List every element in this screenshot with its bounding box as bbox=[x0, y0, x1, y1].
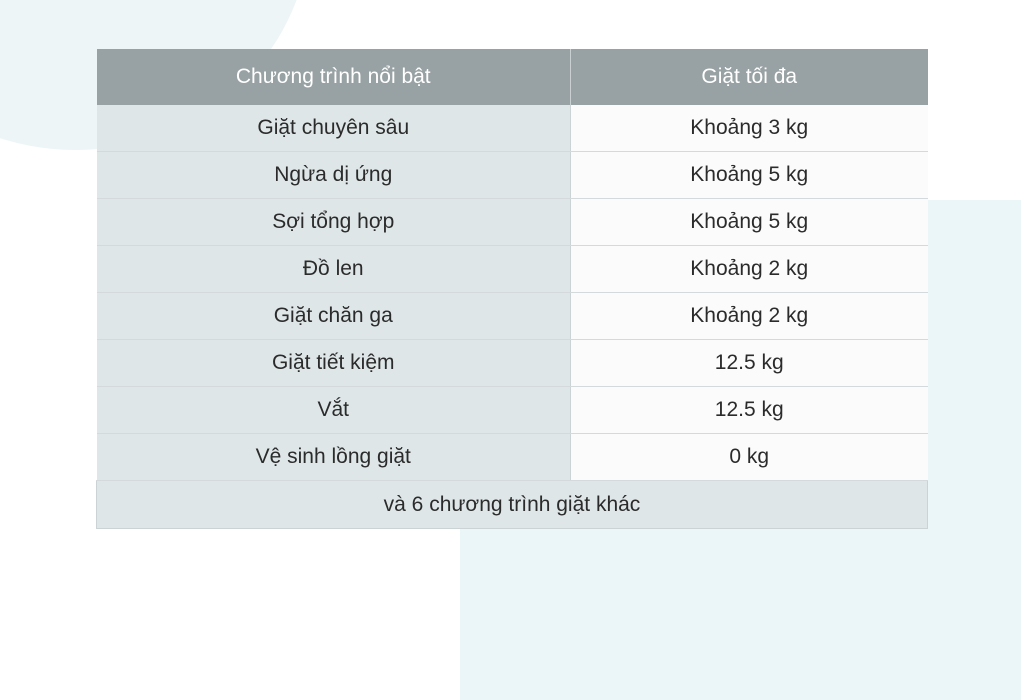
header-max-load: Giặt tối đa bbox=[571, 49, 928, 105]
program-name: Giặt tiết kiệm bbox=[97, 340, 571, 387]
washing-programs-table-container bbox=[96, 49, 927, 529]
table-row bbox=[97, 340, 928, 387]
program-name: Vệ sinh lồng giặt bbox=[97, 434, 571, 481]
table-header-row bbox=[97, 49, 928, 105]
program-max-load: Khoảng 5 kg bbox=[571, 199, 928, 246]
program-max-load: Khoảng 3 kg bbox=[571, 105, 928, 152]
table-row bbox=[97, 199, 928, 246]
program-max-load: 12.5 kg bbox=[571, 387, 928, 434]
program-name: Sợi tổng hợp bbox=[97, 199, 571, 246]
program-name: Ngừa dị ứng bbox=[97, 152, 571, 199]
table-row bbox=[97, 105, 928, 152]
program-name: Đồ len bbox=[97, 246, 571, 293]
other-programs-note: và 6 chương trình giặt khác bbox=[97, 481, 928, 529]
table-row bbox=[97, 434, 928, 481]
washing-programs-table bbox=[96, 49, 928, 529]
table-row bbox=[97, 293, 928, 340]
program-max-load: 0 kg bbox=[571, 434, 928, 481]
program-max-load: 12.5 kg bbox=[571, 340, 928, 387]
table-footer-row bbox=[97, 481, 928, 529]
program-name: Vắt bbox=[97, 387, 571, 434]
program-name: Giặt chăn ga bbox=[97, 293, 571, 340]
table-row bbox=[97, 246, 928, 293]
program-name: Giặt chuyên sâu bbox=[97, 105, 571, 152]
table-row bbox=[97, 152, 928, 199]
program-max-load: Khoảng 2 kg bbox=[571, 293, 928, 340]
table-row bbox=[97, 387, 928, 434]
program-max-load: Khoảng 5 kg bbox=[571, 152, 928, 199]
program-max-load: Khoảng 2 kg bbox=[571, 246, 928, 293]
header-program: Chương trình nổi bật bbox=[97, 49, 571, 105]
